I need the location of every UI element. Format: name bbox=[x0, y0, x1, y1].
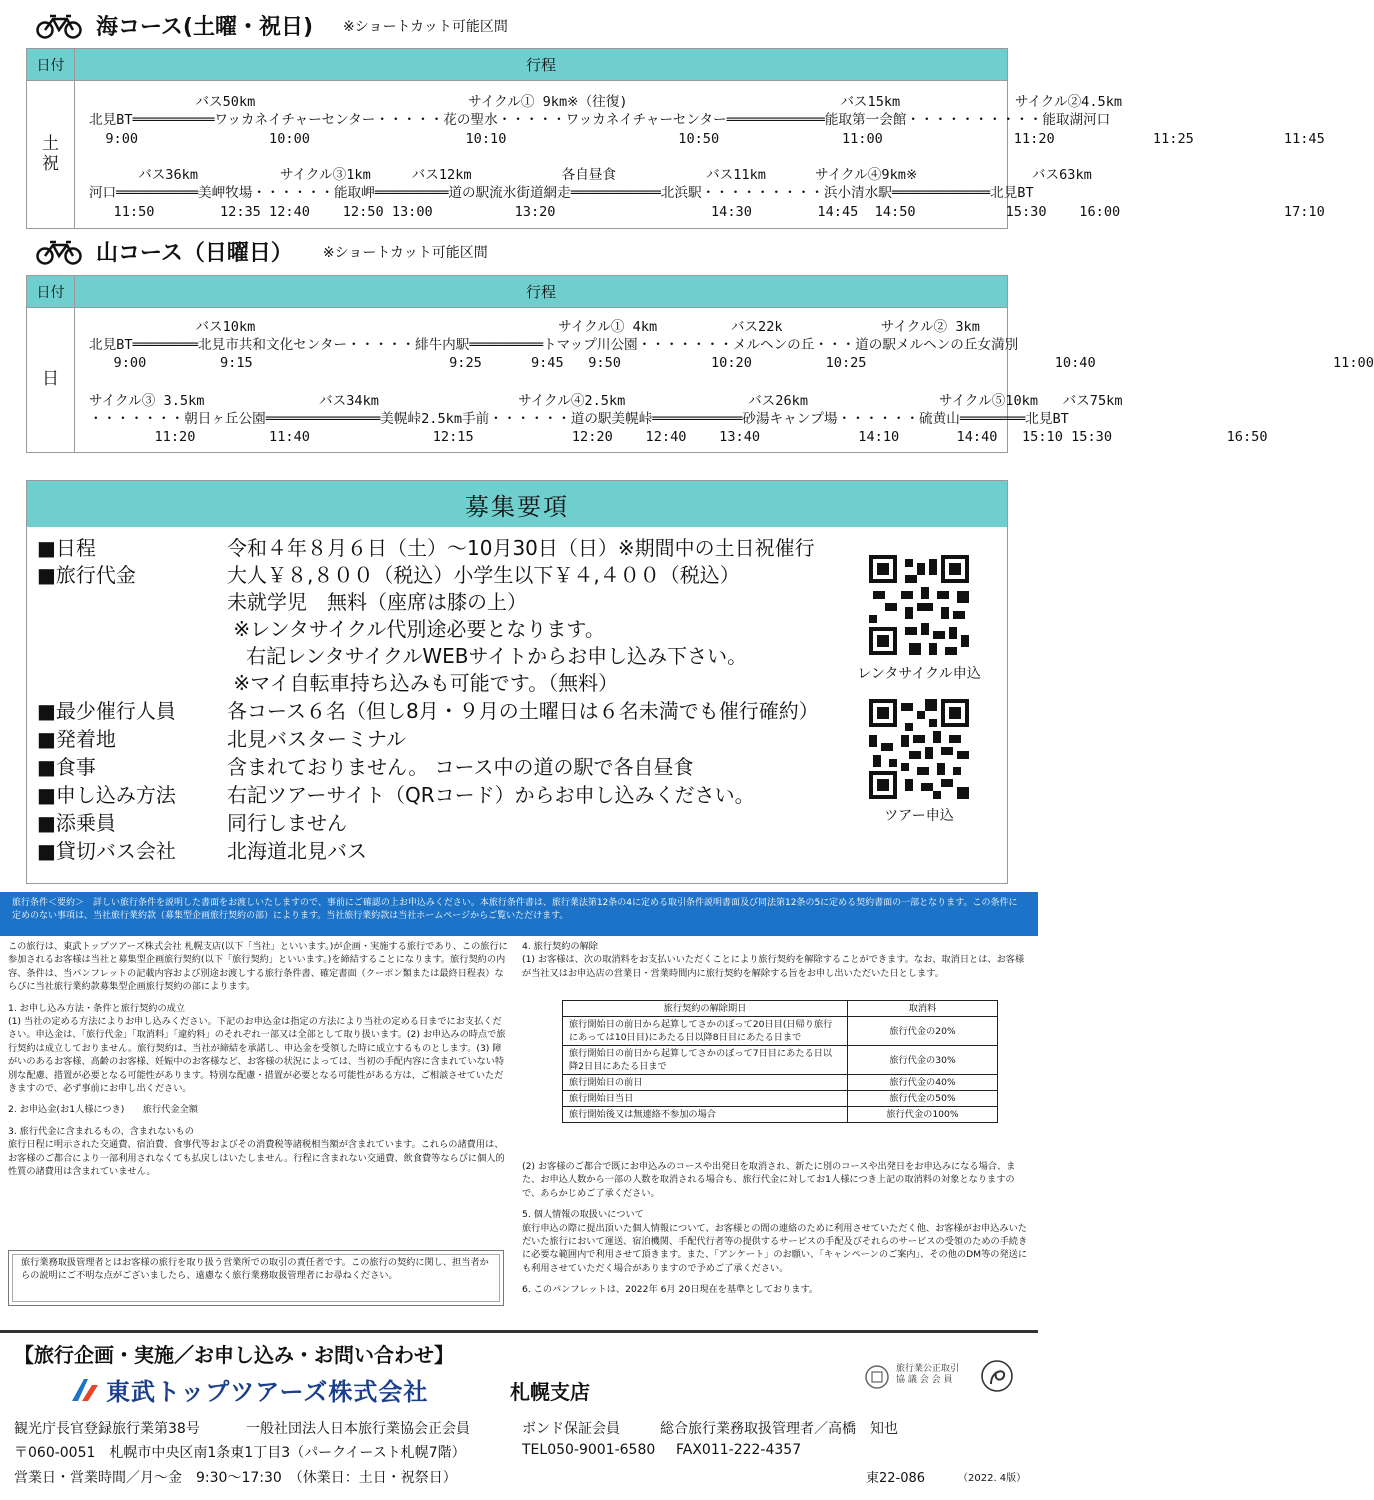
travel-manager-note: 旅行業務取扱管理者とはお客様の旅行を取り扱う営業所での取引の責任者です。この旅行の契約に関し、担当者からの説明にご不明な点がございましたら、遠慮なく旅行業務取扱管理者にお尋ねください。 bbox=[8, 1250, 504, 1306]
route-line: 9:00 9:15 9:25 9:45 9:50 10:20 10:25 10:40 11:00 bbox=[89, 355, 1374, 371]
branch-name: 札幌支店 bbox=[510, 1380, 590, 1404]
table-row: 旅行開始後又は無連絡不参加の場合 旅行代金の100% bbox=[563, 1107, 998, 1123]
meals-value: 含まれておりません。 コース中の道の駅で各自昼食 bbox=[227, 755, 694, 779]
bus-company-value: 北海道北見バス bbox=[227, 839, 367, 863]
document-code: 東22-086 bbox=[866, 1471, 926, 1486]
footer-heading: 【旅行企画・実施／お申し込み・お問い合わせ】 bbox=[14, 1343, 454, 1367]
version-label: （2022. 4版） bbox=[958, 1473, 1027, 1484]
conductor-value: 同行しません bbox=[227, 811, 347, 835]
conditions-summary-bar: 旅行条件＜要約＞ 詳しい旅行条件を説明した書面をお渡しいたしますので、事前にご確認の上お申込みください。本旅行条件書は、旅行業法第12条の4に定める取引条件説明書面及び同法第12条の5に定める契約書面の一部となります。この条件に定めのない事項は、当社旅行業約款（募集型企画旅行契約の部）によります。当社旅行業約款は当社ホームページからご覧いただけます。 bbox=[0, 892, 1038, 936]
shortcut-note: ※ショートカット可能区間 bbox=[343, 18, 508, 35]
fax: FAX011-222-4357 bbox=[676, 1442, 802, 1458]
fee-extra: ※マイ自転車持ち込みも可能です。（無料） bbox=[227, 671, 619, 695]
tour-qr-label: ツアー申込 bbox=[884, 808, 954, 824]
col-date: 日付 bbox=[27, 276, 75, 307]
schedule-value: 令和４年８月６日（土）～10月30日（日）※期間中の土日祝催行 bbox=[227, 536, 815, 560]
conditions-left-column: この旅行は、東武トップツアーズ株式会社 札幌支店(以下「当社」といいます。)が企画・実施する旅行であり、この旅行に参加されるお客様は当社と募集型企画旅行契約(以下「旅行契約」といいます。)を締結することになります。旅行契約の内容、条件は、当パンフレットの記載内容および別途お渡しする旅行条件書、確定書面（クーポン類または最終日程表）ならびに当社旅行業約款募集型企画旅行契約の部によります。 1. お申し込み方法・条件と旅行契約の成立 (1) 当社の定める方法によりお申し込みください。下記のお申込金は指定の方法により当社の定める日までにお支払ください。申込金は、「旅行代金」「取消料」「違約料」のそれぞれ一部又は全部として取り扱います。(2) お申込みの時点で旅行契約は成立しておりません。旅行契約は、当社が締結を承諾し、申込金を受領した時に成立するものとします。(3) 障がいのあるお客様、高齢のお客様、妊娠中のお客様など、お客様の状況によっては、当初の手配内容に含まれていない特別な配慮、措置が必要となる可能性があります。特別な配慮・措置が必要となる可能性がある方は、ご相談させていただきますので、必ず事前にお申し出ください。 2. お申込金(お1人様につき) 旅行代金全額 3. 旅行代金に含まれるもの、含まれないもの 旅行日程に明示された交通費、宿泊費、食事代等およびその消費税等諸税相当額が含まれています。これらの諸費用は、お客様のご都合により一部利用されなくても払戻しはいたしません。行程に含まれない交通費、飲食費等ならびに個人的性質の諸費用は含まれていません。 bbox=[8, 941, 508, 1178]
route-line: 北見BT══════════ワッカネイチャーセンター・・・・・花の聖水・・・・・ワッカネイチャーセンター════════════能取第一会館・・・・・・・・・・能取湖河口 bbox=[89, 112, 1111, 128]
route-line: バス36km サイクル③1km バス12km 各自昼食 バス11km サイクル④9km※ バス63km bbox=[89, 167, 1092, 183]
recruitment-title: 募集要項 bbox=[27, 481, 1007, 527]
day-label: 土 祝 bbox=[27, 81, 75, 228]
fee-extra: ※レンタサイクル代別途必要となります。 bbox=[227, 617, 605, 641]
sea-route bbox=[75, 81, 1325, 228]
fair-trade-emblem-icon bbox=[864, 1364, 890, 1390]
company-logo-icon bbox=[70, 1377, 100, 1403]
route-line: サイクル③ 3.5km バス34km サイクル④2.5km バス26km サイクル⑤10km バス75km bbox=[89, 393, 1123, 409]
route-line: ・・・・・・・朝日ヶ丘公園══════════════美幌峠2.5km手前・・・・・・道の駅美幌峠═══════════砂湯キャンプ場・・・・・・硫黄山════════北見BT bbox=[89, 411, 1069, 427]
row-bus-company: ■貸切バス会社 bbox=[37, 839, 176, 863]
tour-qr-code[interactable] bbox=[869, 699, 969, 799]
recruitment-panel bbox=[26, 480, 1008, 884]
departure-value: 北見バスターミナル bbox=[227, 727, 406, 751]
col-itinerary: 行程 bbox=[525, 283, 556, 301]
bicycle-icon bbox=[36, 239, 82, 265]
table-row: 旅行開始日の前日 旅行代金の40% bbox=[563, 1075, 998, 1091]
footer-divider bbox=[0, 1330, 1038, 1333]
privacy-mark-icon bbox=[976, 1356, 1018, 1396]
shortcut-note: ※ショートカット可能区間 bbox=[322, 244, 488, 261]
col-itinerary: 行程 bbox=[525, 56, 556, 74]
route-line: 11:50 12:35 12:40 12:50 13:00 13:20 14:30 14:45 14:50 15:30 16:00 17:10 bbox=[89, 204, 1325, 220]
rental-cycle-qr-label: レンタサイクル申込 bbox=[857, 666, 981, 682]
cancellation-fee-table bbox=[562, 1000, 998, 1123]
company-logo bbox=[70, 1372, 428, 1407]
table-header: 取消料 bbox=[848, 1001, 998, 1017]
fee-extra: 未就学児 無料（座席は膝の上） bbox=[227, 590, 527, 614]
address: 〒060-0051 札幌市中央区南1条東1丁目3（パークイースト札幌7階） bbox=[14, 1445, 466, 1461]
fee-extra: 右記レンタサイクルWEBサイトからお申し込み下さい。 bbox=[227, 644, 748, 668]
route-line: 11:20 11:40 12:15 12:20 12:40 13:40 14:10 14:40 15:10 15:30 16:50 bbox=[89, 429, 1268, 445]
mountain-course-header bbox=[36, 236, 488, 267]
registration-number: 観光庁長官登録旅行業第38号 bbox=[14, 1421, 200, 1437]
jata-member: 一般社団法人日本旅行業協会正会員 bbox=[246, 1421, 470, 1437]
route-line: 北見BT════════北見市共和文化センター・・・・・緋牛内駅═════════トマップ川公園・・・・・・・メルヘンの丘・・・道の駅メルヘンの丘女満別 bbox=[89, 337, 1019, 353]
row-schedule: ■日程 bbox=[37, 536, 96, 560]
business-hours: 営業日・営業時間／月～金 9:30～17:30 （休業日：土日・祝祭日） bbox=[14, 1470, 457, 1486]
route-line: バス10km サイクル① 4km バス22k サイクル② 3km bbox=[89, 319, 980, 335]
bond-member: ボンド保証会員 bbox=[522, 1421, 620, 1437]
conditions-right-column: (2) お客様のご都合で既にお申込みのコースや出発日を取消され、新たに別のコースや出発日をお申込みになる場合、また、お申込人数から一部の人数を取消される場合も、旅行代金に対してお1人様につき上記の取消料の対象となりますので、あらかじめご了承ください。 5. 個人情報の取扱いについて 旅行申込の際に提出頂いた個人情報について、お客様との間の連絡のために利用させていただく他、お客様がお申込みいただいた旅行において運送、宿泊機関、手配代行者等の提供するサービスの手配及びそれらのサービスの受領のための手続きに必要な範囲内で利用させて頂きます。また、「アンケート」のお願い、「キャンペーンのご案内」、その他のDM等の発送にも利用させていただく場合がありますので予めご了承ください。 6. このパンフレットは、2022年 6月 20日現在を基準としております。 bbox=[522, 1161, 1028, 1296]
row-fee: ■旅行代金 bbox=[37, 563, 136, 587]
mountain-route bbox=[75, 308, 1374, 452]
table-row: 旅行開始日の前日から起算してさかのぼって7日目にあたる日以降2日目にあたる日まで 旅行代金の30% bbox=[563, 1046, 998, 1075]
cancellation-section: 4. 旅行契約の解除 (1) お客様は、次の取消料をお支払いいただくことにより旅行契約を解除することができます。なお、取消日とは、お客様が当社又はお申込店の営業日・営業時間内に旅行契約を解除する旨をお申し出いただいた日とします。 bbox=[522, 941, 1025, 979]
bicycle-icon bbox=[36, 13, 82, 39]
fair-trade-member-label: 旅行業公正取引 協 議 会 会 員 bbox=[896, 1364, 960, 1385]
row-meals: ■食事 bbox=[37, 755, 96, 779]
sea-course-title: 海コース(土曜・祝日) bbox=[96, 15, 314, 40]
col-date: 日付 bbox=[27, 49, 75, 80]
table-row: 旅行開始日の前日から起算してさかのぼって20日目(日帰り旅行にあっては10日目)にあたる日以降8日目にあたる日まで 旅行代金の20% bbox=[563, 1017, 998, 1046]
row-departure: ■発着地 bbox=[37, 727, 116, 751]
route-line: バス50km サイクル① 9km※（往復) バス15km サイクル②4.5km bbox=[89, 94, 1123, 110]
travel-manager: 総合旅行業務取扱管理者／高橋 知也 bbox=[660, 1421, 898, 1437]
mountain-schedule-table bbox=[26, 275, 1374, 453]
table-row: 旅行開始日当日 旅行代金の50% bbox=[563, 1091, 998, 1107]
route-line: 河口══════════美岬牧場・・・・・・能取岬═════════道の駅流氷街道網走═══════════北浜駅・・・・・・・・・浜小清水駅════════════北見BT bbox=[89, 185, 1034, 201]
rental-cycle-qr-code[interactable] bbox=[869, 555, 969, 655]
route-line: 9:00 10:00 10:10 10:50 11:00 11:20 11:25 11:45 bbox=[89, 131, 1325, 147]
row-apply: ■申し込み方法 bbox=[37, 783, 176, 807]
sea-schedule-table bbox=[26, 48, 1325, 229]
sea-course-header bbox=[36, 10, 508, 41]
min-participants-value: 各コース６名（但し8月・９月の土曜日は６名未満でも催行確約） bbox=[227, 699, 819, 723]
apply-value: 右記ツアーサイト（QRコード）からお申し込みください。 bbox=[227, 783, 755, 807]
day-label: 日 bbox=[27, 308, 75, 452]
table-header: 旅行契約の解除期日 bbox=[563, 1001, 848, 1017]
telephone: TEL050-9001-6580 bbox=[522, 1442, 656, 1458]
fee-value: 大人￥８,８００（税込）小学生以下￥４,４００（税込） bbox=[227, 563, 740, 587]
company-name: 東武トップツアーズ株式会社 bbox=[106, 1378, 429, 1406]
row-conductor: ■添乗員 bbox=[37, 811, 116, 835]
mountain-course-title: 山コース（日曜日） bbox=[96, 241, 293, 266]
row-min-participants: ■最少催行人員 bbox=[37, 699, 176, 723]
